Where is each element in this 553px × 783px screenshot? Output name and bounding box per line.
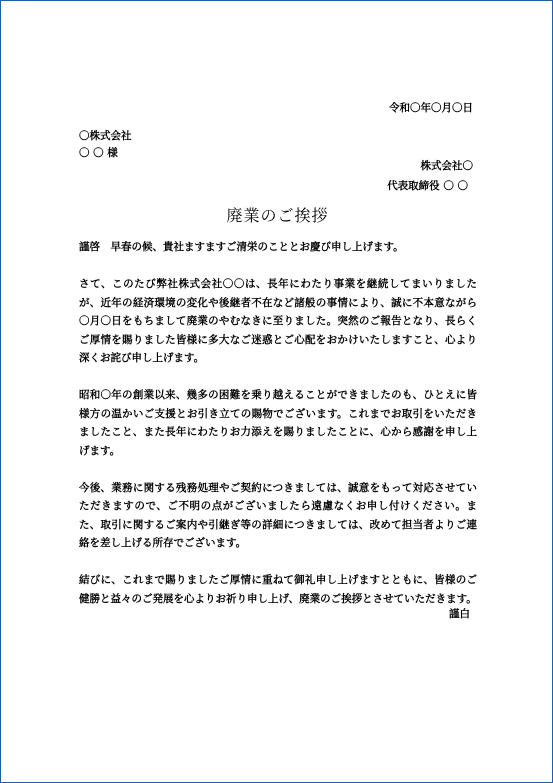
recipient-name: 〇 〇 様 <box>79 147 118 159</box>
paragraph-conclusion: 結びに、これまで賜りましたご厚情に重ねて御礼申し上げますとともに、皆様のご健勝と益々のご発展を心よりお祈り申し上げ、廃業のご挨拶とさせていただきます。 <box>79 574 477 605</box>
letter-closing: 謹白 <box>449 608 470 620</box>
paragraph-announcement: さて、このたび弊社株式会社〇〇は、長年にわたり事業を継続してまいりましたが、近年の経済環境の変化や後継者不在など諸般の事情により、誠に不本意ながら〇月〇日をもちまして廃業のやむなきに至りました。突然のご報告となり、長らくご厚情を賜りました皆様に多大なご迷惑とご心配をおかけいたしますこと、心より深くお詫び申し上げます。 <box>79 278 477 364</box>
sender-representative: 代表取締役 〇 〇 <box>387 180 468 192</box>
paragraph-gratitude: 昭和〇年の創業以来、幾多の困難を乗り越えることができましたのも、ひとえに皆様方の温かいご支援とお引き立ての賜物でございます。これまでお取引をいただきましたこと、また長年にわたりお力添えを賜りましたことに、心から感謝を申し上げます。 <box>79 389 477 457</box>
sender-company: 株式会社〇 <box>420 160 473 172</box>
paragraph-greeting: 謹啓 早春の候、貴社ますますご清栄のこととお慶び申し上げます。 <box>79 241 404 253</box>
letter-date: 令和〇年〇月〇日 <box>389 102 473 114</box>
paragraph-future-handling: 今後、業務に関する残務処理やご契約につきましては、誠意をもって対応させていただきますので、ご不明の点がございましたら遠慮なくお申し付けください。また、取引に関するご案内や引継ぎ等の詳細につきましては、改めて担当者よりご連絡を差し上げる所存でございます。 <box>79 481 477 549</box>
recipient-company: 〇株式会社 <box>79 130 132 142</box>
letter-body <box>79 238 477 627</box>
letter-title: 廃業のご挨拶 <box>226 206 329 225</box>
